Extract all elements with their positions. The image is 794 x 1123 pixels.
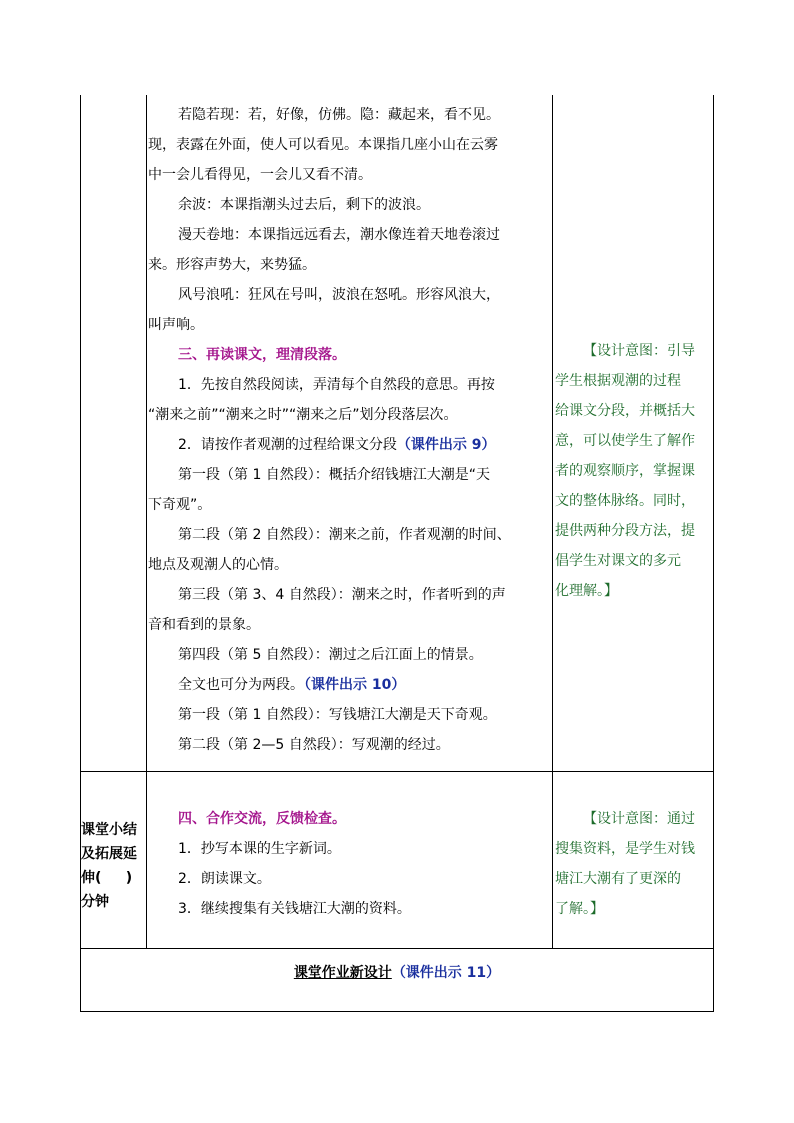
design-note-line: 意，可以使学生了解作 xyxy=(555,433,695,449)
segment-1-line: 下奇观”。 xyxy=(148,497,212,513)
section-4-heading: 四、合作交流，反馈检查。 xyxy=(178,811,346,827)
row-label-line: 伸( ) xyxy=(81,870,133,886)
design-note-line: 文的整体脉络。同时， xyxy=(555,493,695,509)
row-separator-2 xyxy=(80,948,714,949)
segment-2-line: 地点及观潮人的心情。 xyxy=(148,557,288,573)
step-2-line xyxy=(148,430,551,460)
vocab-line: 叫声响。 xyxy=(148,317,204,333)
two-part-text: 全文也可分为两段。 xyxy=(178,677,304,693)
design-note-line: 倡学生对课文的多元 xyxy=(555,553,681,569)
design-note-2 xyxy=(555,804,719,924)
vocab-line: 余波：本课指潮头过去后，剩下的波浪。 xyxy=(178,197,430,213)
segment-3-line: 音和看到的景象。 xyxy=(148,617,260,633)
row-label-line: 课堂小结 xyxy=(81,822,137,838)
design-note-line: 【设计意图：通过 xyxy=(583,811,695,827)
task-item: 2．朗读课文。 xyxy=(178,871,271,887)
design-note-1 xyxy=(555,336,719,606)
vocab-line: 若隐若现：若，好像，仿佛。隐：藏起来，看不见。 xyxy=(178,107,500,123)
vocab-line: 漫天卷地：本课指远远看去，潮水像连着天地卷滚过 xyxy=(178,227,500,243)
segment-4-line: 第四段（第 5 自然段）：潮过之后江面上的情景。 xyxy=(178,647,483,663)
row-label-line: 分钟 xyxy=(81,894,109,910)
alt-segment-line: 第一段（第 1 自然段）：写钱塘江大潮是天下奇观。 xyxy=(178,707,497,723)
design-note-line: 提供两种分段方法，提 xyxy=(555,523,695,539)
design-note-line: 了解。】 xyxy=(555,901,604,917)
design-note-line: 化理解。】 xyxy=(555,583,618,599)
step-1-line: “潮来之前”“潮来之时”“潮来之后”划分段落层次。 xyxy=(148,407,458,423)
two-part-line xyxy=(148,670,551,700)
segment-3-line: 第三段（第 3、4 自然段）：潮来之时，作者听到的声 xyxy=(178,587,506,603)
vocab-line: 中一会儿看得见，一会儿又看不清。 xyxy=(148,167,372,183)
content-upper xyxy=(148,100,551,760)
segment-1-line: 第一段（第 1 自然段）：概括介绍钱塘江大潮是“天 xyxy=(178,467,491,483)
courseware-ref-10: （课件出示 10） xyxy=(304,677,406,693)
design-note-line: 者的观察顺序，掌握课 xyxy=(555,463,695,479)
vocab-line: 来。形容声势大，来势猛。 xyxy=(148,257,316,273)
vocab-line: 现，表露在外面，使人可以看见。本课指几座小山在云雾 xyxy=(148,137,498,153)
row-label-summary xyxy=(81,818,147,914)
step-1-line: 1．先按自然段阅读，弄清每个自然段的意思。再按 xyxy=(178,377,495,393)
section-3-heading: 三、再读课文，理清段落。 xyxy=(178,347,346,363)
row-label-line: 及拓展延 xyxy=(81,846,137,862)
courseware-ref-11: （课件出示 11） xyxy=(391,965,501,981)
segment-2-line: 第二段（第 2 自然段）：潮来之前，作者观潮的时间、 xyxy=(178,527,511,543)
alt-segment-line: 第二段（第 2—5 自然段）：写观潮的经过。 xyxy=(178,737,450,753)
design-note-line: 学生根据观潮的过程 xyxy=(555,373,681,389)
row-separator-1 xyxy=(80,771,714,772)
design-note-line: 给课文分段，并概括大 xyxy=(555,403,695,419)
step-2-text: 2．请按作者观潮的过程给课文分段 xyxy=(178,437,397,453)
courseware-ref-9: （课件出示 9） xyxy=(396,437,496,453)
homework-title-text: 课堂作业新设计 xyxy=(293,965,392,981)
design-note-line: 搜集资料，是学生对钱 xyxy=(555,841,695,857)
design-note-line: 【设计意图：引导 xyxy=(583,343,695,359)
content-lower xyxy=(148,804,551,924)
design-note-line: 塘江大潮有了更深的 xyxy=(555,871,681,887)
table-border-bottom xyxy=(80,1011,714,1012)
table-divider-notes xyxy=(552,95,553,948)
task-item: 1．抄写本课的生字新词。 xyxy=(178,841,341,857)
task-item: 3．继续搜集有关钱塘江大潮的资料。 xyxy=(178,901,411,917)
homework-title xyxy=(80,962,714,984)
vocab-line: 风号浪吼：狂风在号叫，波浪在怒吼。形容风浪大， xyxy=(178,287,500,303)
